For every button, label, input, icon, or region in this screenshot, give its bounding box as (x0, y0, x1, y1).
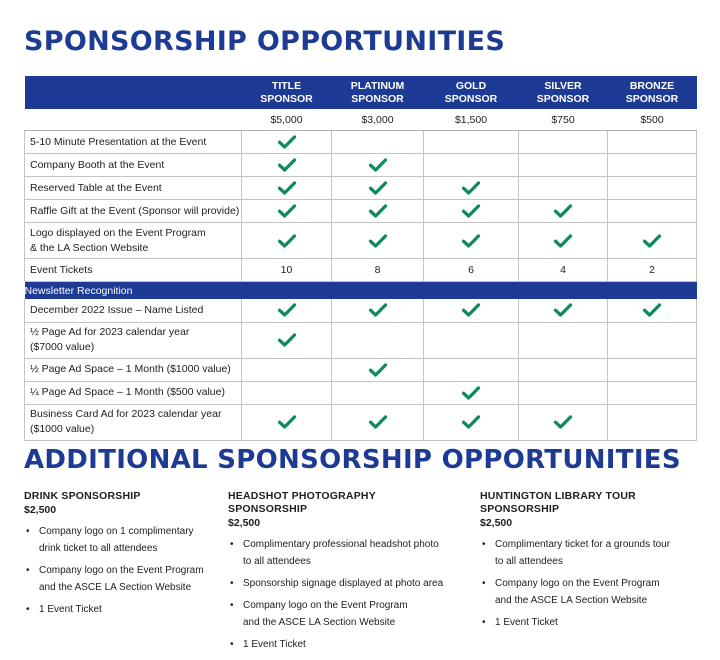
row-label: ½ Page Ad Space – 1 Month ($1000 value) (25, 358, 242, 381)
check-icon (462, 415, 480, 429)
page-title: SPONSORSHIP OPPORTUNITIES (24, 26, 506, 57)
tier-cell (424, 381, 519, 404)
tier-header-row (25, 76, 697, 109)
tier-cell (242, 404, 332, 440)
check-icon (278, 158, 296, 172)
additional-sponsorship-2 (480, 490, 700, 636)
row-label: 5-10 Minute Presentation at the Event (25, 131, 242, 154)
row-label: Business Card Ad for 2023 calendar year ($1000 value) (25, 404, 242, 440)
list-item: • 1 Event Ticket (228, 636, 448, 653)
tier-cell (519, 154, 608, 177)
sponsorship-price: $2,500 (480, 517, 513, 529)
tier-cell (424, 154, 519, 177)
tier-header-0: TITLE SPONSOR (242, 76, 332, 109)
table-row (25, 177, 697, 200)
sponsorship-benefits-list (24, 523, 244, 618)
tier-cell (424, 404, 519, 440)
tier-cell (608, 299, 697, 322)
check-icon (643, 234, 661, 248)
check-icon (369, 415, 387, 429)
tier-cell (424, 299, 519, 322)
tier-price-3: $750 (519, 109, 608, 131)
list-item: • Company logo on the Event Program and the ASCE LA Section Website (228, 597, 448, 631)
tier-cell (519, 381, 608, 404)
table-row (25, 358, 697, 381)
tier-header-4: BRONZE SPONSOR (608, 76, 697, 109)
tier-cell (519, 131, 608, 154)
tier-price-row (25, 109, 697, 131)
list-item: • Sponsorship signage displayed at photo area (228, 575, 448, 592)
check-icon (554, 204, 572, 218)
tier-price-0: $5,000 (242, 109, 332, 131)
tier-cell (608, 322, 697, 358)
tier-cell: 6 (424, 259, 519, 282)
tier-cell (519, 404, 608, 440)
table-row (25, 381, 697, 404)
list-item: • 1 Event Ticket (24, 601, 244, 618)
tier-cell (424, 358, 519, 381)
tier-cell: 8 (332, 259, 424, 282)
tier-cell (332, 381, 424, 404)
row-label: Event Tickets (25, 259, 242, 282)
sponsorship-benefits-list (228, 536, 448, 653)
list-item: • 1 Event Ticket (480, 614, 700, 631)
sponsorship-price: $2,500 (24, 504, 57, 516)
tier-cell (242, 177, 332, 200)
check-icon (369, 303, 387, 317)
check-icon (462, 181, 480, 195)
check-icon (462, 234, 480, 248)
tier-cell (424, 177, 519, 200)
check-icon (278, 204, 296, 218)
table-row (25, 299, 697, 322)
check-icon (554, 303, 572, 317)
tier-cell (332, 131, 424, 154)
row-label: ¼ Page Ad Space – 1 Month ($500 value) (25, 381, 242, 404)
tier-cell (608, 358, 697, 381)
check-icon (278, 415, 296, 429)
check-icon (369, 234, 387, 248)
additional-sponsorship-0 (24, 490, 244, 623)
tier-cell: 2 (608, 259, 697, 282)
tier-header-1: PLATINUM SPONSOR (332, 76, 424, 109)
tier-cell (242, 200, 332, 223)
check-icon (278, 181, 296, 195)
table-row (25, 322, 697, 358)
tier-cell (424, 322, 519, 358)
tier-cell (519, 177, 608, 200)
tier-cell (332, 299, 424, 322)
table-row (25, 131, 697, 154)
newsletter-section-label: Newsletter Recognition (25, 282, 697, 300)
tier-cell (608, 404, 697, 440)
check-icon (278, 234, 296, 248)
tier-cell (519, 223, 608, 259)
row-label: ½ Page Ad for 2023 calendar year ($7000 value) (25, 322, 242, 358)
tier-cell (332, 358, 424, 381)
sponsorship-tiers-table (24, 76, 697, 441)
tier-header-3: SILVER SPONSOR (519, 76, 608, 109)
tier-cell (519, 358, 608, 381)
table-row (25, 223, 697, 259)
row-label: Company Booth at the Event (25, 154, 242, 177)
check-icon (278, 333, 296, 347)
tier-price-4: $500 (608, 109, 697, 131)
tier-cell: 10 (242, 259, 332, 282)
tier-cell (608, 154, 697, 177)
sponsorship-title: HEADSHOT PHOTOGRAPHY SPONSORSHIP (228, 490, 376, 515)
list-item: • Company logo on the Event Program and the ASCE LA Section Website (480, 575, 700, 609)
tier-cell (242, 381, 332, 404)
tier-cell (332, 322, 424, 358)
tier-cell (519, 299, 608, 322)
row-label: Raffle Gift at the Event (Sponsor will provide) (25, 200, 242, 223)
check-icon (462, 204, 480, 218)
tier-cell (332, 404, 424, 440)
tier-cell (608, 381, 697, 404)
tier-cell (332, 200, 424, 223)
tier-cell (608, 200, 697, 223)
tier-cell (242, 154, 332, 177)
tier-cell (242, 299, 332, 322)
additional-title: ADDITIONAL SPONSORSHIP OPPORTUNITIES (24, 445, 681, 475)
tier-cell (608, 177, 697, 200)
list-item: • Complimentary ticket for a grounds tour to all attendees (480, 536, 700, 570)
table-row (25, 404, 697, 440)
row-label: Reserved Table at the Event (25, 177, 242, 200)
list-item: • Company logo on 1 complimentary drink ticket to all attendees (24, 523, 244, 557)
list-item: • Complimentary professional headshot photo to all attendees (228, 536, 448, 570)
tier-cell (242, 322, 332, 358)
check-icon (369, 181, 387, 195)
check-icon (643, 303, 661, 317)
sponsorship-benefits-list (480, 536, 700, 631)
check-icon (554, 234, 572, 248)
check-icon (278, 303, 296, 317)
tier-price-2: $1,500 (424, 109, 519, 131)
tier-cell (608, 131, 697, 154)
tier-cell (332, 177, 424, 200)
check-icon (369, 158, 387, 172)
tier-cell (424, 131, 519, 154)
tier-cell: 4 (519, 259, 608, 282)
check-icon (462, 303, 480, 317)
tier-cell (424, 200, 519, 223)
check-icon (554, 415, 572, 429)
sponsorship-title: DRINK SPONSORSHIP (24, 490, 141, 502)
sponsorship-price: $2,500 (228, 517, 261, 529)
tier-cell (332, 154, 424, 177)
tier-cell (242, 131, 332, 154)
tier-cell (242, 223, 332, 259)
tier-cell (424, 223, 519, 259)
header-blank-cell (25, 76, 242, 109)
row-label: December 2022 Issue – Name Listed (25, 299, 242, 322)
tier-cell (519, 200, 608, 223)
check-icon (369, 204, 387, 218)
row-label: Logo displayed on the Event Program & the LA Section Website (25, 223, 242, 259)
newsletter-section-row (25, 282, 697, 300)
check-icon (462, 386, 480, 400)
list-item: • Company logo on the Event Program and the ASCE LA Section Website (24, 562, 244, 596)
tier-cell (519, 322, 608, 358)
table-row (25, 259, 697, 282)
table-row (25, 200, 697, 223)
price-blank-cell (25, 109, 242, 131)
tier-cell (608, 223, 697, 259)
tier-price-1: $3,000 (332, 109, 424, 131)
check-icon (369, 363, 387, 377)
tier-cell (332, 223, 424, 259)
tier-header-2: GOLD SPONSOR (424, 76, 519, 109)
table-row (25, 154, 697, 177)
additional-sponsorship-1 (228, 490, 448, 658)
tier-cell (242, 358, 332, 381)
check-icon (278, 135, 296, 149)
sponsorship-title: HUNTINGTON LIBRARY TOUR SPONSORSHIP (480, 490, 636, 515)
